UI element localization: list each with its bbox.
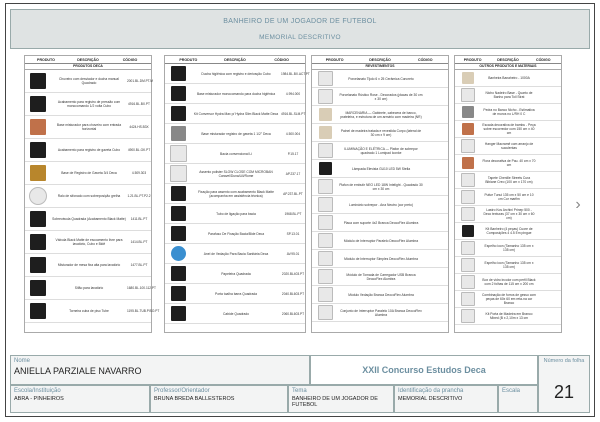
hanger-icon bbox=[461, 139, 475, 153]
table-row bbox=[25, 208, 151, 231]
product-description: Banheira Banaheiro - 1000A bbox=[488, 76, 530, 80]
product-description: Anel de Vedação Para Bacia Sanitária Deca bbox=[203, 251, 269, 256]
product-description: Acabamento para registro de pressão com monocomando 1/2 volta Cubo bbox=[57, 100, 121, 108]
table-row bbox=[312, 196, 448, 214]
product-image bbox=[455, 275, 481, 289]
bottle-icon bbox=[462, 225, 474, 237]
product-description: Kit Banheiro (4 peças) Cuore de Composições 4 4.5 Em pingue bbox=[485, 227, 533, 235]
shower-icon bbox=[30, 73, 46, 89]
product-image bbox=[455, 173, 481, 187]
folha-label: Número da folha bbox=[543, 358, 585, 364]
towel-holder-icon bbox=[171, 286, 186, 301]
product-description: Porcelanato Tijolo 6 x 25 Cerâmica Concreto bbox=[348, 76, 414, 81]
product-description: Luminário sobrepor - Ana Neutro (cor preto) bbox=[349, 202, 413, 207]
vanity-icon bbox=[462, 106, 474, 118]
tema-field bbox=[288, 385, 394, 413]
wall-mixer-icon bbox=[171, 106, 186, 121]
other-materials-panel bbox=[454, 55, 562, 333]
tema-label: Tema bbox=[292, 388, 307, 394]
nome-field bbox=[10, 355, 310, 385]
product-description: Porta toalha barra Quadrada bbox=[215, 291, 257, 296]
product-code: 4424.HS.B3X bbox=[129, 125, 149, 129]
product-code: 2040.BL603.PT bbox=[281, 291, 305, 296]
ring-icon bbox=[171, 246, 186, 261]
product-code: 4900.BL.GK.PT bbox=[127, 148, 151, 152]
nome-value: ANIELLA PARZIALE NAVARRO bbox=[14, 366, 142, 376]
product-image bbox=[312, 143, 338, 158]
product-code: 4916.BL.SLM.PT bbox=[281, 111, 306, 116]
column-header-descricao: DESCRIÇÃO bbox=[369, 57, 391, 62]
product-code: 2001.BL.DM.PT.M bbox=[127, 79, 153, 83]
table-subheader: REVESTIMENTOS bbox=[312, 64, 448, 70]
gate-valve-icon bbox=[30, 165, 46, 181]
outlet-icon bbox=[318, 305, 333, 320]
professor-label: Professor/Orientador bbox=[154, 388, 210, 394]
product-code: 2020.BL403.PT bbox=[281, 271, 305, 276]
luminaire-icon bbox=[318, 197, 333, 212]
product-image bbox=[25, 187, 51, 205]
product-description: Sobrevávula Quadrada (Acabamento Black Matte) bbox=[52, 217, 126, 221]
table-row bbox=[165, 204, 305, 224]
product-image bbox=[312, 89, 338, 104]
toilet-icon bbox=[170, 145, 187, 162]
table-row bbox=[455, 257, 561, 274]
product-description: Bacia convencional Li bbox=[220, 151, 252, 156]
product-code: 1968.BL.PT bbox=[284, 211, 302, 216]
product-code: 4.994.000 bbox=[285, 91, 301, 96]
product-description: Acabamento para registro de gaveta Cubo bbox=[57, 148, 121, 152]
product-image bbox=[25, 119, 51, 135]
table-row bbox=[25, 139, 151, 162]
table-row bbox=[25, 70, 151, 93]
product-code: 1477.BL.PT bbox=[130, 263, 148, 267]
product-image bbox=[312, 269, 338, 284]
product-code: 1984.BL.BX.ACT.PT bbox=[281, 71, 310, 76]
toilet-seat-icon bbox=[170, 165, 187, 182]
concurso-title: XXII Concurso Estudos Deca bbox=[362, 365, 486, 375]
valve-base-icon bbox=[171, 126, 186, 141]
product-description: Fixação para assento com acabamento Black Matte (acompanha em assistência técnica) bbox=[198, 189, 274, 198]
handheld-shower-icon bbox=[171, 66, 186, 81]
table-row bbox=[312, 250, 448, 268]
table-row bbox=[455, 172, 561, 189]
products-panel-sanitary bbox=[164, 55, 310, 333]
product-description: Módulo de Tomada de Carregador USB Branca DeocoFlex Alumbra bbox=[346, 272, 416, 281]
product-code: 1411.BL.PT bbox=[130, 217, 148, 221]
product-image bbox=[455, 190, 481, 204]
flush-valve-icon bbox=[171, 186, 186, 201]
table-row bbox=[312, 232, 448, 250]
product-image bbox=[455, 309, 481, 323]
tap-icon bbox=[30, 303, 46, 319]
product-image bbox=[25, 96, 51, 112]
tile-icon bbox=[318, 71, 333, 86]
product-image bbox=[165, 86, 191, 101]
identificacao-label: Identificação da prancha bbox=[398, 388, 464, 394]
table-row bbox=[165, 224, 305, 244]
product-code: 4.509.303 bbox=[131, 171, 147, 175]
product-description: Base misturador registro de gaveta 1 1/2" Deca bbox=[201, 131, 271, 136]
escala-label: Escala bbox=[502, 388, 521, 394]
table-row bbox=[455, 189, 561, 206]
product-image bbox=[165, 186, 191, 201]
product-image bbox=[312, 197, 338, 212]
product-image bbox=[25, 257, 51, 273]
table-row bbox=[455, 87, 561, 104]
banner-title: BANHEIRO DE UM JOGADOR DE FUTEBOL bbox=[223, 18, 377, 25]
escola-value: ABRA - PINHEIROS bbox=[14, 396, 64, 402]
table-row bbox=[312, 178, 448, 196]
table-row bbox=[25, 231, 151, 254]
hose-icon bbox=[171, 86, 186, 101]
product-description: Parafuso De Fixação Bacia/Bide Deca bbox=[207, 231, 265, 236]
column-header-produto: PRODUTO bbox=[37, 57, 55, 62]
identificacao-value: MEMORIAL DESCRITIVO bbox=[398, 396, 463, 402]
nome-label: Nome bbox=[14, 358, 31, 364]
table-row bbox=[455, 274, 561, 291]
product-description: Assento polister SLOW CLOSE COM MICROBAN Caravel/Duna/Lili/Rome bbox=[199, 169, 273, 178]
product-description: MARCENARIA — Gabinete, cabecera de banco, prateleira, e estrutura de um armário com madeira (NR) bbox=[340, 110, 422, 119]
product-description: Base misturador monocomando para ducha higiênica bbox=[196, 91, 276, 96]
tile-icon bbox=[318, 89, 333, 104]
spot-icon bbox=[319, 162, 332, 175]
marble-icon bbox=[319, 108, 332, 121]
table-row bbox=[165, 124, 305, 144]
product-code: 4.500.004 bbox=[285, 131, 301, 136]
product-image bbox=[455, 241, 481, 255]
product-code: SP.13.01 bbox=[286, 231, 300, 236]
escala-field bbox=[498, 385, 538, 413]
product-image bbox=[25, 303, 51, 319]
table-subheader: PRODUTOS DECA bbox=[25, 64, 151, 70]
tema-value: BANHEIRO DE UM JOGADOR DE FUTEBOL bbox=[292, 396, 378, 408]
product-description: Lâmpada Elevista GU10 LED 5W Stella bbox=[351, 166, 411, 171]
table-row bbox=[165, 164, 305, 184]
product-image bbox=[455, 207, 481, 221]
product-image bbox=[25, 73, 51, 89]
towel-bar-icon bbox=[171, 206, 186, 221]
flower-icon bbox=[462, 157, 474, 169]
bench-icon bbox=[462, 72, 474, 84]
escola-field bbox=[10, 385, 150, 413]
outlet-icon bbox=[318, 269, 333, 284]
product-image bbox=[165, 66, 191, 81]
product-image bbox=[312, 162, 338, 175]
table-row bbox=[312, 124, 448, 142]
table-row bbox=[455, 70, 561, 87]
panel-light-icon bbox=[318, 179, 333, 194]
table-row bbox=[312, 304, 448, 322]
product-image bbox=[312, 179, 338, 194]
finish-plate-icon bbox=[30, 142, 46, 158]
table-row bbox=[312, 214, 448, 232]
product-description: Nicho Nadeiro Base - Quarto de Banho para Toil Strat bbox=[485, 91, 533, 99]
product-image bbox=[165, 266, 191, 281]
table-row bbox=[455, 240, 561, 257]
product-code: 1680.BL.100.112.PT bbox=[127, 286, 157, 290]
rug-icon bbox=[461, 173, 475, 187]
mirror3-icon bbox=[461, 275, 475, 289]
product-code: P.15.17 bbox=[287, 151, 299, 156]
folha-field bbox=[538, 355, 590, 413]
mirror-icon bbox=[461, 88, 475, 102]
table-row bbox=[455, 206, 561, 223]
column-header-produto: PRODUTO bbox=[463, 57, 482, 62]
product-description: Pedra no Banco Nicho - Estimativa de muros no L/RH 0 C bbox=[483, 108, 535, 116]
product-image bbox=[312, 126, 338, 139]
product-image bbox=[165, 126, 191, 141]
product-description: Ducha higiênica com registro e derivação Cubo bbox=[201, 71, 271, 76]
table-row bbox=[455, 291, 561, 308]
column-header-codigo: CÓDIGO bbox=[122, 57, 138, 62]
product-description: Módulo de Interruptor Paralelo DeocoFlex Alumbra bbox=[343, 238, 419, 243]
product-image bbox=[312, 71, 338, 86]
product-image bbox=[165, 246, 191, 261]
product-description: Espelho ioon (Tamanho 135 cm x 135 cm) bbox=[484, 244, 534, 252]
towel-icon bbox=[461, 190, 475, 204]
table-header bbox=[165, 56, 305, 64]
product-description: Lastro Kos Archini Prinep 500 - Deco texturas (37 cm x 30 cm x 60 cm) bbox=[483, 208, 535, 220]
product-image bbox=[455, 292, 481, 306]
table-row bbox=[312, 160, 448, 178]
banner-subtitle: MEMORIAL DESCRITIVO bbox=[259, 34, 341, 41]
sink-valve-icon bbox=[30, 211, 46, 227]
product-description: Tubo de ligação para bacia bbox=[216, 211, 256, 216]
product-image bbox=[312, 233, 338, 248]
table-row bbox=[455, 308, 561, 325]
switch-icon bbox=[318, 233, 333, 248]
product-description: Espelho ioon (Tamanho 135 cm x 135 cm) bbox=[484, 261, 534, 269]
product-image bbox=[25, 234, 51, 250]
professor-value: BRUNA BREDA BALLESTEROS bbox=[154, 396, 235, 402]
identificacao-field bbox=[394, 385, 498, 413]
plate-icon bbox=[318, 215, 333, 230]
paper-holder-icon bbox=[171, 266, 186, 281]
product-image bbox=[25, 142, 51, 158]
product-description: Torneira cuba de piso Tube bbox=[69, 309, 109, 313]
table-row bbox=[25, 93, 151, 116]
escola-label: Escola/Instituição bbox=[14, 388, 61, 394]
product-description: Base misturador para chuveiro com entrada horizontal bbox=[56, 123, 122, 131]
product-description: Módulo de Interruptor Simples DeocoFlex Alumbra bbox=[344, 256, 418, 261]
table-header bbox=[455, 56, 561, 64]
table-row bbox=[165, 264, 305, 284]
table-row bbox=[312, 70, 448, 88]
column-header-codigo: CÓDIGO bbox=[418, 57, 433, 62]
ladder-icon bbox=[462, 123, 474, 135]
product-image bbox=[455, 258, 481, 272]
product-image bbox=[455, 106, 481, 118]
light-icon bbox=[318, 143, 333, 158]
table-subheader: OUTROS PRODUTOS E MATERIAIS bbox=[455, 64, 561, 70]
table-row bbox=[165, 64, 310, 84]
column-header-codigo: CÓDIGO bbox=[274, 57, 289, 62]
table-row bbox=[25, 300, 160, 323]
product-image bbox=[165, 106, 191, 121]
product-image bbox=[312, 215, 338, 230]
product-description: Kit Porta de Madeira em Branco Mixed (B x 2,10m x 13 cm bbox=[485, 312, 533, 320]
table-row bbox=[165, 144, 305, 164]
product-description: Ralo de sifonado com sobreposição grelha bbox=[57, 194, 121, 198]
pipe-icon bbox=[30, 119, 46, 135]
table-row bbox=[165, 84, 305, 104]
info-icon bbox=[461, 309, 475, 323]
column-header-descricao: DESCRIÇÃO bbox=[497, 57, 519, 62]
table-row bbox=[165, 304, 305, 324]
valve-icon bbox=[30, 96, 46, 112]
blank-module-icon bbox=[318, 287, 333, 302]
table-row bbox=[312, 88, 448, 106]
product-description: Box de vidro incolor com perfil Black com 2 folhas de 115 cm x 200 cm bbox=[482, 278, 536, 286]
basin-icon bbox=[30, 280, 46, 296]
product-description: Porcelanato Rústico Rose - Decorados (placas de 30 cm x 30 cm) bbox=[339, 92, 423, 101]
product-description: Painel de madeira tratada e revestida Corpo (lateral de 30 cm x 9 cm) bbox=[340, 128, 422, 137]
table-row bbox=[455, 104, 561, 121]
product-image bbox=[455, 139, 481, 153]
table-row bbox=[312, 268, 448, 286]
product-code: 1.21.BL.PT.P2.2 bbox=[127, 194, 151, 198]
title-block bbox=[10, 355, 590, 413]
products-panel-deca bbox=[24, 55, 160, 333]
cushion-icon bbox=[461, 207, 475, 221]
product-image bbox=[25, 211, 51, 227]
table-row bbox=[165, 104, 305, 124]
column-header-produto: PRODUTO bbox=[325, 57, 344, 62]
product-description: Módulo Vedação Branca DeocoFlex Alumbra bbox=[348, 292, 414, 297]
product-image bbox=[312, 305, 338, 320]
product-image bbox=[165, 286, 191, 301]
column-header-descricao: DESCRIÇÃO bbox=[77, 57, 99, 62]
mirror2-icon bbox=[461, 258, 475, 272]
table-row bbox=[455, 138, 561, 155]
product-image bbox=[165, 226, 191, 241]
concurso-field bbox=[310, 355, 538, 385]
product-image bbox=[455, 225, 481, 237]
bolt-icon bbox=[171, 226, 186, 241]
product-description: ILUMINAÇÃO E ELÉTRICA — Plafon de sobrepor quadrado 1 Lumipad Iconke bbox=[344, 146, 418, 155]
product-description: Combinação de forros de gesso com peças de 60x 60 em reta-na cor Branco bbox=[482, 293, 536, 305]
info-icon bbox=[461, 292, 475, 306]
product-code: AV.95.01 bbox=[286, 251, 300, 256]
table-row bbox=[455, 155, 561, 172]
product-image bbox=[455, 72, 481, 84]
product-description: Sifão para lavatório bbox=[74, 286, 104, 290]
product-code: AP.237.BL.PT bbox=[283, 191, 303, 196]
column-header-codigo: CÓDIGO bbox=[536, 57, 551, 62]
bin-icon bbox=[461, 241, 475, 255]
product-description: Chuveiro com desviador e ducha manual Quadrado bbox=[59, 77, 119, 85]
product-image bbox=[165, 306, 191, 321]
table-row bbox=[455, 121, 561, 138]
product-image bbox=[25, 280, 51, 296]
product-image bbox=[165, 206, 191, 221]
table-row bbox=[312, 286, 448, 304]
table-row bbox=[25, 254, 151, 277]
table-row bbox=[25, 116, 151, 139]
hook-icon bbox=[171, 306, 186, 321]
product-image bbox=[312, 108, 338, 121]
product-image bbox=[165, 165, 191, 182]
product-code: 1195.BL.TUB.PISO.PT bbox=[127, 309, 160, 313]
column-header-produto: PRODUTO bbox=[179, 57, 198, 62]
product-description: Papeleira Quadrada bbox=[221, 271, 251, 276]
table-row bbox=[25, 185, 151, 208]
product-image bbox=[25, 165, 51, 181]
product-description: Base de Registro de Gaveta 3/4 Deca bbox=[61, 171, 117, 175]
product-description: Conjunto de Interruptor Paralelo 10A Branca DeocoFlex Alumbra bbox=[340, 308, 422, 317]
product-image bbox=[165, 145, 191, 162]
product-code: AP.237.17 bbox=[285, 171, 301, 176]
table-row bbox=[312, 106, 448, 124]
title-banner bbox=[10, 9, 590, 49]
table-row bbox=[165, 244, 305, 264]
product-description: Plafon de embutir NEO LED 18W Intelight - Quadrado 30 cm x 30 cm bbox=[339, 182, 423, 191]
product-code: 2060.BL603.PT bbox=[281, 311, 305, 316]
product-description: Placa com suporte 4x2 Branca DeocoFlex Alumbra bbox=[343, 220, 419, 225]
column-header-descricao: DESCRIÇÃO bbox=[224, 57, 246, 62]
mixer-icon bbox=[30, 257, 46, 273]
product-description: Misturador de mesa fixa alta para lavatório bbox=[57, 263, 121, 267]
table-row bbox=[25, 277, 157, 300]
table-row bbox=[165, 284, 305, 304]
product-description: Escada decorativa de bambu - Peça sobre escorredor com 150 cm x 40 cm bbox=[482, 123, 536, 135]
professor-field bbox=[150, 385, 288, 413]
table-header bbox=[312, 56, 448, 64]
product-description: Hanger Macramê com arranjo de suculentas bbox=[484, 142, 534, 150]
switch-icon bbox=[318, 251, 333, 266]
table-header bbox=[25, 56, 151, 64]
product-description: Pufue Tunui 135 cm x 50 cm e 10 cm Cor marfim bbox=[484, 193, 534, 201]
product-description: Cabide Quadrado bbox=[222, 311, 250, 316]
product-description: Válvula Black Matte de escoamento livre para lavatório, Cubo e Bidê bbox=[55, 238, 123, 246]
product-image bbox=[312, 287, 338, 302]
wood-icon bbox=[319, 126, 332, 139]
product-code: 1414.BL.PT bbox=[130, 240, 148, 244]
table-row bbox=[165, 184, 305, 204]
chevron-right-icon[interactable]: › bbox=[575, 196, 581, 213]
table-row bbox=[455, 223, 561, 240]
folha-number: 21 bbox=[553, 382, 575, 402]
table-row bbox=[25, 162, 151, 185]
drain-icon bbox=[29, 187, 47, 205]
coatings-lighting-panel bbox=[311, 55, 449, 333]
product-description: Flora decorativa de Pau. 40 cm x 70 cm bbox=[482, 159, 536, 167]
product-image bbox=[455, 123, 481, 135]
product-image bbox=[455, 88, 481, 102]
drawing-sheet bbox=[5, 3, 595, 417]
product-code: 4916.BL.BX.PT bbox=[128, 102, 150, 106]
basin-valve-icon bbox=[30, 234, 46, 250]
product-image bbox=[455, 157, 481, 169]
table-row bbox=[312, 142, 448, 160]
product-description: Kit Conversor Hydra Max p/ Hydra Slim Black Matte Deca bbox=[193, 111, 279, 116]
product-description: Tapete Chenille Streets Cura Bibiane Creo (100 cm x 170 cm) bbox=[485, 176, 533, 184]
product-image bbox=[312, 251, 338, 266]
